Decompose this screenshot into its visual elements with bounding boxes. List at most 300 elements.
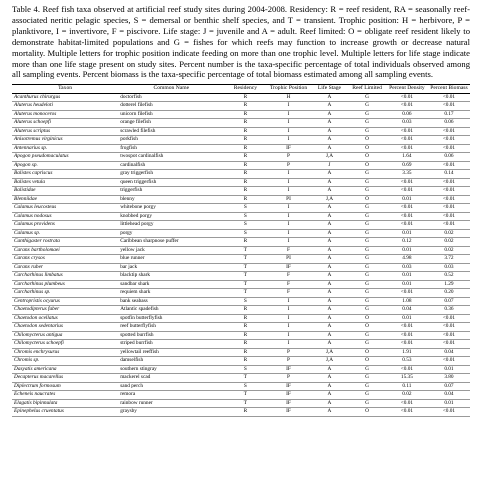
cell-percent-density: 0.01 (386, 280, 428, 289)
cell-trophic-position: I (266, 229, 310, 238)
cell-residency: R (224, 348, 266, 357)
cell-residency: R (224, 323, 266, 332)
cell-residency: R (224, 357, 266, 366)
cell-common-name: porgy (118, 229, 224, 238)
cell-percent-density: 0.02 (386, 391, 428, 400)
cell-residency: R (224, 340, 266, 349)
cell-life-stage: A (311, 187, 349, 196)
cell-percent-biomass: <0.01 (428, 127, 470, 136)
cell-common-name: yellow jack (118, 246, 224, 255)
cell-reef-limited: G (348, 399, 386, 408)
cell-reef-limited: G (348, 119, 386, 128)
cell-percent-density: <0.01 (386, 178, 428, 187)
cell-residency: R (224, 238, 266, 247)
cell-common-name: Caribbean sharpnose puffer (118, 238, 224, 247)
cell-percent-biomass: <0.01 (428, 161, 470, 170)
cell-trophic-position: F (266, 272, 310, 281)
cell-percent-density: 0.53 (386, 357, 428, 366)
table-row (12, 161, 470, 170)
table-row (12, 178, 470, 187)
cell-reef-limited: O (348, 136, 386, 145)
cell-taxon: Echeneis naucrates (12, 391, 118, 400)
cell-life-stage: A (311, 255, 349, 264)
cell-residency: T (224, 263, 266, 272)
cell-residency: R (224, 144, 266, 153)
cell-common-name: striped burrfish (118, 340, 224, 349)
table-row (12, 144, 470, 153)
cell-life-stage: A (311, 110, 349, 119)
cell-percent-density: 0.03 (386, 119, 428, 128)
table-row (12, 306, 470, 315)
cell-percent-density: 0.12 (386, 238, 428, 247)
cell-reef-limited: G (348, 365, 386, 374)
cell-residency: S (224, 297, 266, 306)
cell-common-name: graysby (118, 408, 224, 417)
table-row (12, 374, 470, 383)
header-common-name: Common Name (118, 85, 224, 93)
header-percent-density: Percent Density (386, 85, 428, 93)
cell-percent-density: <0.01 (386, 221, 428, 230)
cell-taxon: Caranx ruber (12, 263, 118, 272)
cell-reef-limited: G (348, 340, 386, 349)
table-row (12, 314, 470, 323)
cell-life-stage: A (311, 280, 349, 289)
cell-residency: R (224, 102, 266, 111)
cell-residency: R (224, 314, 266, 323)
cell-common-name: blenny (118, 195, 224, 204)
cell-taxon: Aluterus monoceros (12, 110, 118, 119)
cell-trophic-position: I (266, 178, 310, 187)
cell-taxon: Diplectrum formosum (12, 382, 118, 391)
cell-common-name: spotfin butterflyfish (118, 314, 224, 323)
cell-life-stage: A (311, 204, 349, 213)
cell-common-name: queen triggerfish (118, 178, 224, 187)
cell-percent-biomass: 0.06 (428, 119, 470, 128)
cell-residency: R (224, 93, 266, 102)
cell-taxon: Chaetodipterus faber (12, 306, 118, 315)
cell-percent-biomass: 0.06 (428, 153, 470, 162)
cell-percent-biomass: 0.02 (428, 238, 470, 247)
cell-trophic-position: I (266, 187, 310, 196)
cell-taxon: Calamus providens (12, 221, 118, 230)
cell-percent-density: 0.69 (386, 161, 428, 170)
cell-reef-limited: G (348, 306, 386, 315)
cell-percent-biomass: 3.80 (428, 374, 470, 383)
document-page (12, 4, 470, 417)
cell-percent-biomass: 0.07 (428, 297, 470, 306)
cell-residency: S (224, 212, 266, 221)
cell-residency: R (224, 306, 266, 315)
cell-life-stage: A (311, 212, 349, 221)
cell-common-name: Atlantic spadefish (118, 306, 224, 315)
cell-life-stage: A (311, 382, 349, 391)
cell-percent-density: 0.06 (386, 110, 428, 119)
cell-taxon: Aluterus schoepfi (12, 119, 118, 128)
cell-reef-limited: G (348, 238, 386, 247)
table-row (12, 102, 470, 111)
cell-percent-biomass: <0.01 (428, 144, 470, 153)
cell-common-name: sand perch (118, 382, 224, 391)
cell-taxon: Epinephelus cruentatus (12, 408, 118, 417)
cell-trophic-position: I (266, 306, 310, 315)
cell-taxon: Calamus sp. (12, 229, 118, 238)
header-residency: Residency (224, 85, 266, 93)
table-row (12, 280, 470, 289)
cell-percent-density: <0.01 (386, 323, 428, 332)
table-row (12, 195, 470, 204)
cell-percent-density: 0.01 (386, 246, 428, 255)
cell-residency: T (224, 391, 266, 400)
cell-percent-density: <0.01 (386, 187, 428, 196)
table-row (12, 340, 470, 349)
cell-life-stage: A (311, 238, 349, 247)
cell-life-stage: J,A (311, 195, 349, 204)
cell-common-name: unicorn filefish (118, 110, 224, 119)
cell-trophic-position: I (266, 110, 310, 119)
cell-trophic-position: I (266, 221, 310, 230)
cell-percent-biomass: <0.01 (428, 408, 470, 417)
table-row (12, 229, 470, 238)
cell-taxon: Chilomycterus schoepfi (12, 340, 118, 349)
cell-percent-density: 0.01 (386, 314, 428, 323)
cell-percent-density: <0.01 (386, 289, 428, 298)
cell-taxon: Balistes vetula (12, 178, 118, 187)
cell-residency: S (224, 365, 266, 374)
cell-percent-density: 1.08 (386, 297, 428, 306)
cell-reef-limited: O (348, 153, 386, 162)
cell-reef-limited: G (348, 289, 386, 298)
cell-life-stage: J,A (311, 153, 349, 162)
cell-residency: R (224, 170, 266, 179)
cell-percent-biomass: <0.01 (428, 357, 470, 366)
cell-percent-density: <0.01 (386, 340, 428, 349)
cell-life-stage: A (311, 136, 349, 145)
cell-percent-density: 0.01 (386, 272, 428, 281)
cell-life-stage: J (311, 161, 349, 170)
cell-common-name: requiem shark (118, 289, 224, 298)
cell-life-stage: A (311, 170, 349, 179)
cell-common-name: yellowtail reeffish (118, 348, 224, 357)
cell-residency: T (224, 289, 266, 298)
cell-trophic-position: I (266, 323, 310, 332)
cell-percent-density: <0.01 (386, 204, 428, 213)
cell-trophic-position: IF (266, 382, 310, 391)
cell-taxon: Caranx bartholomaei (12, 246, 118, 255)
cell-residency: S (224, 382, 266, 391)
cell-common-name: southern stingray (118, 365, 224, 374)
cell-percent-biomass: <0.01 (428, 195, 470, 204)
cell-life-stage: A (311, 340, 349, 349)
cell-percent-biomass: <0.01 (428, 221, 470, 230)
table-row (12, 365, 470, 374)
table-row (12, 119, 470, 128)
cell-reef-limited: G (348, 297, 386, 306)
cell-common-name: littlehead porgy (118, 221, 224, 230)
cell-percent-density: 1.64 (386, 153, 428, 162)
cell-trophic-position: I (266, 170, 310, 179)
cell-percent-biomass: <0.01 (428, 102, 470, 111)
cell-reef-limited: G (348, 255, 386, 264)
cell-trophic-position: P (266, 153, 310, 162)
cell-common-name: blacktip shark (118, 272, 224, 281)
cell-reef-limited: O (348, 323, 386, 332)
cell-percent-density: <0.01 (386, 144, 428, 153)
cell-life-stage: J,A (311, 357, 349, 366)
cell-life-stage: A (311, 365, 349, 374)
cell-life-stage: A (311, 221, 349, 230)
cell-common-name: reef butterflyfish (118, 323, 224, 332)
cell-trophic-position: IF (266, 391, 310, 400)
cell-life-stage: A (311, 289, 349, 298)
cell-percent-biomass: 0.20 (428, 289, 470, 298)
header-trophic-position: Trophic Position (266, 85, 310, 93)
cell-life-stage: A (311, 178, 349, 187)
cell-taxon: Decapterus macarellus (12, 374, 118, 383)
cell-percent-biomass: <0.01 (428, 93, 470, 102)
table-row (12, 408, 470, 417)
cell-trophic-position: I (266, 212, 310, 221)
cell-residency: T (224, 272, 266, 281)
cell-taxon: Carcharhinus plumbeus (12, 280, 118, 289)
cell-common-name: remora (118, 391, 224, 400)
cell-life-stage: A (311, 399, 349, 408)
cell-percent-biomass: 3.72 (428, 255, 470, 264)
cell-common-name: frogfish (118, 144, 224, 153)
cell-reef-limited: G (348, 331, 386, 340)
cell-reef-limited: O (348, 314, 386, 323)
cell-life-stage: A (311, 272, 349, 281)
cell-trophic-position: I (266, 297, 310, 306)
header-percent-biomass: Percent Biomass (428, 85, 470, 93)
cell-percent-density: 0.03 (386, 263, 428, 272)
cell-life-stage: A (311, 263, 349, 272)
cell-percent-biomass: 0.36 (428, 306, 470, 315)
cell-trophic-position: F (266, 289, 310, 298)
cell-life-stage: A (311, 102, 349, 111)
cell-common-name: cardinalfish (118, 161, 224, 170)
cell-taxon: Canthigaster rostrata (12, 238, 118, 247)
table-row (12, 323, 470, 332)
cell-residency: S (224, 229, 266, 238)
cell-reef-limited: G (348, 221, 386, 230)
table-row (12, 297, 470, 306)
cell-common-name: dotterel filefish (118, 102, 224, 111)
cell-trophic-position: I (266, 238, 310, 247)
cell-life-stage: A (311, 144, 349, 153)
header-life-stage: Life Stage (311, 85, 349, 93)
cell-common-name: gray triggerfish (118, 170, 224, 179)
cell-trophic-position: I (266, 204, 310, 213)
cell-reef-limited: G (348, 272, 386, 281)
cell-residency: R (224, 331, 266, 340)
table-row (12, 170, 470, 179)
cell-percent-biomass: 0.07 (428, 382, 470, 391)
cell-taxon: Acanthurus chirurgus (12, 93, 118, 102)
cell-percent-biomass: 0.01 (428, 365, 470, 374)
cell-reef-limited: O (348, 408, 386, 417)
cell-taxon: Chaetodon sedentarius (12, 323, 118, 332)
cell-reef-limited: G (348, 102, 386, 111)
table-body (12, 93, 470, 416)
cell-percent-density: 1.91 (386, 348, 428, 357)
cell-percent-biomass: 0.03 (428, 263, 470, 272)
table-row (12, 348, 470, 357)
cell-residency: T (224, 255, 266, 264)
table-row (12, 246, 470, 255)
cell-trophic-position: IF (266, 365, 310, 374)
cell-percent-biomass: 0.02 (428, 246, 470, 255)
table-row (12, 331, 470, 340)
cell-percent-density: 0.01 (386, 229, 428, 238)
cell-percent-biomass: 0.52 (428, 272, 470, 281)
cell-trophic-position: PI (266, 255, 310, 264)
cell-life-stage: A (311, 93, 349, 102)
cell-life-stage: A (311, 331, 349, 340)
cell-reef-limited: G (348, 246, 386, 255)
cell-taxon: Carcharhinus sp. (12, 289, 118, 298)
cell-life-stage: A (311, 297, 349, 306)
cell-percent-density: <0.01 (386, 331, 428, 340)
cell-percent-density: <0.01 (386, 93, 428, 102)
cell-taxon: Apogon pseudomaculatus (12, 153, 118, 162)
cell-percent-biomass: <0.01 (428, 340, 470, 349)
cell-common-name: orange filefish (118, 119, 224, 128)
cell-percent-density: <0.01 (386, 136, 428, 145)
cell-taxon: Centropristis ocyurus (12, 297, 118, 306)
cell-residency: S (224, 221, 266, 230)
cell-common-name: rainbow runner (118, 399, 224, 408)
table-row (12, 212, 470, 221)
cell-residency: T (224, 280, 266, 289)
cell-reef-limited: G (348, 93, 386, 102)
table-row (12, 255, 470, 264)
cell-trophic-position: H (266, 93, 310, 102)
cell-reef-limited: O (348, 144, 386, 153)
cell-trophic-position: PI (266, 195, 310, 204)
cell-reef-limited: G (348, 280, 386, 289)
cell-taxon: Calamus leucosteus (12, 204, 118, 213)
cell-percent-biomass: <0.01 (428, 314, 470, 323)
cell-trophic-position: F (266, 246, 310, 255)
cell-residency: R (224, 408, 266, 417)
cell-taxon: Aluterus heudeloti (12, 102, 118, 111)
cell-residency: R (224, 195, 266, 204)
cell-percent-biomass: <0.01 (428, 331, 470, 340)
cell-percent-biomass: 0.14 (428, 170, 470, 179)
header-taxon: Taxon (12, 85, 118, 93)
table-row (12, 391, 470, 400)
cell-taxon: Chromis sp. (12, 357, 118, 366)
cell-reef-limited: O (348, 195, 386, 204)
cell-life-stage: A (311, 408, 349, 417)
cell-common-name: scrawled filefish (118, 127, 224, 136)
cell-reef-limited: G (348, 187, 386, 196)
cell-taxon: Aluterus scriptus (12, 127, 118, 136)
cell-reef-limited: G (348, 382, 386, 391)
table-row (12, 204, 470, 213)
cell-percent-density: 0.04 (386, 306, 428, 315)
cell-reef-limited: G (348, 127, 386, 136)
cell-trophic-position: I (266, 340, 310, 349)
table-row (12, 272, 470, 281)
cell-life-stage: A (311, 229, 349, 238)
table-caption: Table 4. Reef fish taxa observed at artificial reef study sites during 2004-2008. Residency: R = reef resident, RA = seasonally reef-associated neritic pelagic species, S = demersal or benthic shelf species, and T = transient. Trophic position: H = herbivore, P = planktivore, I = invertivore, F = piscivore. Life stage: J = juvenile and A = adult. Reef limited: O = obligate reef resident likely to demonstrate habitat-limited populations and G = fishes for which reefs may function to increase growth or decrease natural mortality. Multiple letters for trophic position indicate feeding on more than one trophic level. Multiple letters for life stage indicate more than one life stage present on study sites. Percent number is the taxa-specific percentage of total individuals observed among all sampling events. Percent biomass is the taxa-specific percentage of total biomass estimated among all sampling events. (12, 4, 470, 80)
cell-life-stage: A (311, 391, 349, 400)
cell-trophic-position: IF (266, 263, 310, 272)
table-row (12, 153, 470, 162)
cell-common-name: doctorfish (118, 93, 224, 102)
reef-fish-table (12, 84, 470, 416)
cell-residency: R (224, 153, 266, 162)
table-row (12, 221, 470, 230)
cell-life-stage: A (311, 119, 349, 128)
cell-percent-biomass: 0.17 (428, 110, 470, 119)
cell-residency: R (224, 187, 266, 196)
cell-common-name: bank seabass (118, 297, 224, 306)
cell-reef-limited: G (348, 391, 386, 400)
cell-percent-biomass: <0.01 (428, 178, 470, 187)
cell-reef-limited: O (348, 357, 386, 366)
cell-percent-density: 3.35 (386, 170, 428, 179)
cell-residency: R (224, 178, 266, 187)
cell-reef-limited: G (348, 110, 386, 119)
cell-percent-density: 15.35 (386, 374, 428, 383)
cell-common-name: blue runner (118, 255, 224, 264)
cell-trophic-position: IF (266, 144, 310, 153)
cell-residency: R (224, 161, 266, 170)
cell-common-name: bar jack (118, 263, 224, 272)
cell-life-stage: A (311, 314, 349, 323)
cell-percent-biomass: 0.02 (428, 229, 470, 238)
cell-trophic-position: I (266, 102, 310, 111)
cell-taxon: Antennarius sp. (12, 144, 118, 153)
cell-trophic-position: P (266, 357, 310, 366)
cell-percent-density: 4.98 (386, 255, 428, 264)
cell-taxon: Caranx crysos (12, 255, 118, 264)
table-row (12, 110, 470, 119)
cell-common-name: damselfish (118, 357, 224, 366)
table-row (12, 93, 470, 102)
cell-reef-limited: G (348, 212, 386, 221)
cell-life-stage: A (311, 374, 349, 383)
cell-trophic-position: IF (266, 399, 310, 408)
cell-taxon: Dasyatis americana (12, 365, 118, 374)
cell-reef-limited: O (348, 348, 386, 357)
cell-percent-density: <0.01 (386, 212, 428, 221)
cell-percent-density: 0.11 (386, 382, 428, 391)
cell-percent-density: <0.01 (386, 127, 428, 136)
cell-life-stage: A (311, 246, 349, 255)
cell-life-stage: A (311, 323, 349, 332)
cell-percent-biomass: 0.04 (428, 391, 470, 400)
cell-trophic-position: IF (266, 408, 310, 417)
cell-trophic-position: P (266, 161, 310, 170)
cell-common-name: twospot cardinalfish (118, 153, 224, 162)
cell-taxon: Anisotremus virginicus (12, 136, 118, 145)
table-row (12, 136, 470, 145)
cell-residency: S (224, 204, 266, 213)
cell-taxon: Balistes capriscus (12, 170, 118, 179)
cell-common-name: whitebone porgy (118, 204, 224, 213)
cell-reef-limited: G (348, 374, 386, 383)
cell-percent-density: <0.01 (386, 408, 428, 417)
cell-percent-biomass: 1.29 (428, 280, 470, 289)
cell-percent-density: <0.01 (386, 365, 428, 374)
cell-percent-biomass: <0.01 (428, 187, 470, 196)
cell-taxon: Apogon sp. (12, 161, 118, 170)
table-header-row (12, 85, 470, 93)
cell-trophic-position: I (266, 136, 310, 145)
